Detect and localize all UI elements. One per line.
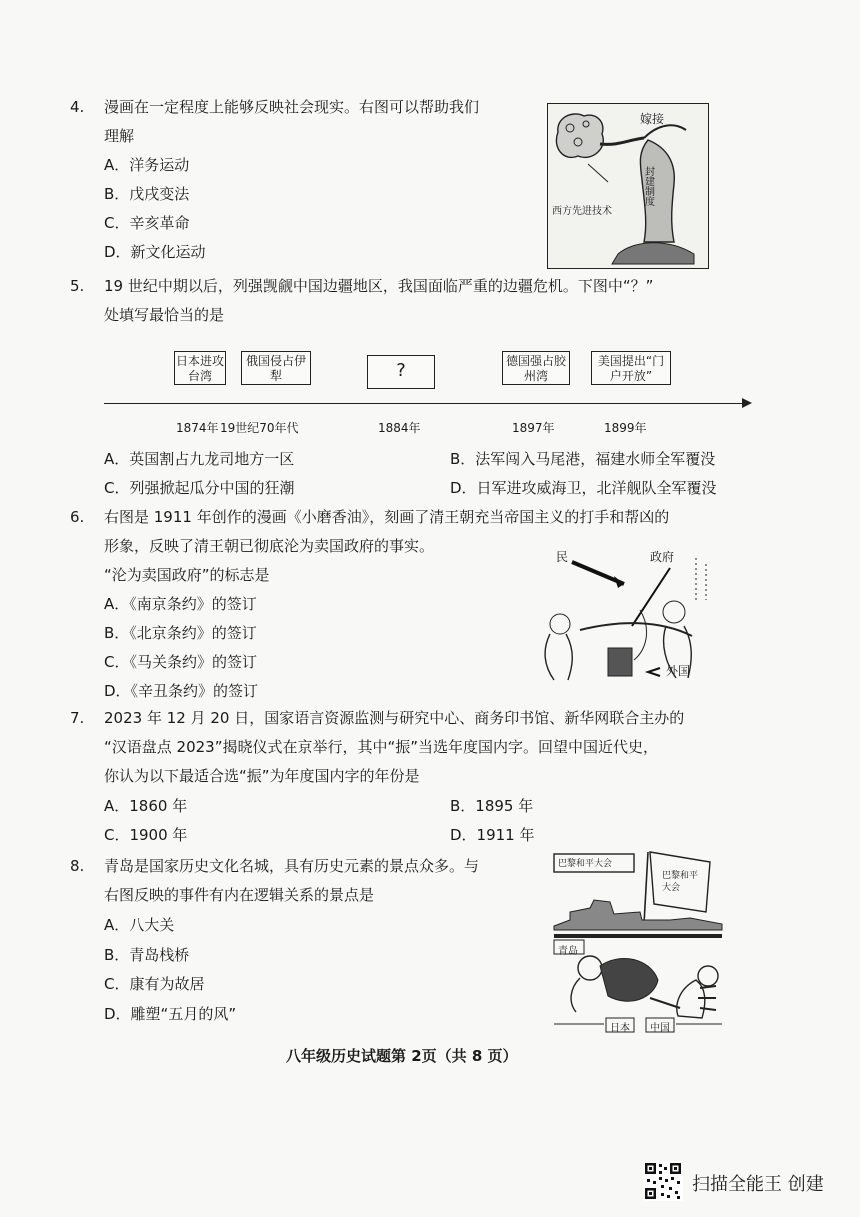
option-c: C．康有为故居: [104, 975, 205, 993]
question-stem: 19 世纪中期以后，列强觊觎中国边疆地区，我国面临严重的边疆危机。下图中“？”: [104, 277, 654, 295]
option-b: B．戊戌变法: [104, 185, 190, 203]
japan-label: 日本: [610, 1023, 630, 1034]
option-b: B．1895 年: [450, 797, 534, 815]
government-label: 政府: [650, 550, 675, 564]
timeline-date-4: 1897年: [512, 421, 555, 435]
page-footer: 八年级历史试题第 2页（共 8 页）: [286, 1047, 518, 1065]
question-number: 4.: [70, 98, 85, 116]
china-label: 中国: [650, 1023, 670, 1034]
option-d: D．日军进攻威海卫，北洋舰队全军覆没: [450, 479, 717, 497]
timeline-box-1: 日本进攻台湾: [174, 351, 226, 385]
question-stem: 青岛是国家历史文化名城，具有历史元素的景点众多。与: [104, 857, 480, 875]
trunk-label: 封建制度: [642, 166, 654, 206]
timeline-box-4: 德国强占胶州湾: [502, 351, 570, 385]
question-number: 7.: [70, 709, 85, 727]
timeline-box-2: 俄国侵占伊犁: [241, 351, 311, 385]
graft-label: 嫁接: [640, 112, 665, 126]
question-stem: 右图是 1911 年创作的漫画《小磨香油》，刻画了清王朝充当帝国主义的打手和帮凶的: [104, 508, 670, 526]
option-a: A．英国割占九龙司地方一区: [104, 450, 295, 468]
option-c: C．1900 年: [104, 826, 188, 844]
cartoon-sesame-oil-image: [520, 540, 716, 690]
option-a: A．《南京条约》的签订: [104, 595, 257, 613]
paris-peace-drawing: [550, 848, 726, 1034]
option-a: A．洋务运动: [104, 156, 190, 174]
timeline-axis: [104, 403, 744, 404]
question-stem: 漫画在一定程度上能够反映社会现实。右图可以帮助我们: [104, 98, 480, 116]
option-c: C．辛亥革命: [104, 214, 190, 232]
timeline-box-unknown: ?: [367, 355, 435, 389]
timeline-date-2: 19世纪70年代: [220, 421, 299, 435]
question-number: 8.: [70, 857, 85, 875]
question-stem: 右图反映的事件有内在逻辑关系的景点是: [104, 886, 375, 904]
timeline: [104, 345, 754, 445]
question-stem: 处填写最恰当的是: [104, 306, 225, 324]
qr-code-icon: [643, 1161, 683, 1201]
question-stem: 形象，反映了清王朝已彻底沦为卖国政府的事实。: [104, 537, 435, 555]
option-b: B．法军闯入马尾港，福建水师全军覆没: [450, 450, 716, 468]
timeline-date-5: 1899年: [604, 421, 647, 435]
question-stem: 2023 年 12 月 20 日，国家语言资源监测与研究中心、商务印书馆、新华网联合主办的: [104, 709, 685, 727]
timeline-date-1: 1874年: [176, 421, 219, 435]
option-a: A．八大关: [104, 916, 175, 934]
option-b: B．青岛栈桥: [104, 946, 190, 964]
people-label: 民: [556, 550, 569, 564]
peace-conference-flag-label: 巴黎和平大会: [662, 871, 699, 893]
cartoon-grafting-image: [547, 103, 709, 269]
question-stem: “沦为卖国政府”的标志是: [104, 566, 270, 584]
option-c: C．《马关条约》的签订: [104, 653, 257, 671]
scanner-watermark: 扫描全能王 创建: [692, 1174, 824, 1195]
option-b: B．《北京条约》的签订: [104, 624, 257, 642]
grafting-tree-drawing: [548, 104, 708, 268]
cartoon-paris-peace-image: [550, 848, 726, 1034]
western-tech-label: 西方先进技术: [552, 202, 612, 217]
option-d: D．雕塑“五月的风”: [104, 1005, 237, 1023]
question-stem: “汉语盘点 2023”揭晓仪式在京举行，其中“振”当选年度国内字。回望中国近代史，: [104, 738, 659, 756]
question-stem: 理解: [104, 127, 135, 145]
question-stem: 你认为以下最适合选“振”为年度国内字的年份是: [104, 767, 420, 785]
option-d: D．新文化运动: [104, 243, 206, 261]
foreign-label: 外国: [666, 664, 691, 678]
option-c: C．列强掀起瓜分中国的狂潮: [104, 479, 295, 497]
timeline-arrow-icon: [742, 398, 752, 408]
qingdao-label: 青岛: [558, 946, 578, 957]
option-d: D．《辛丑条约》的签订: [104, 682, 259, 700]
question-number: 6.: [70, 508, 85, 526]
timeline-box-5: 美国提出“门户开放”: [591, 351, 671, 385]
peace-conference-banner-label: 巴黎和平大会: [558, 859, 613, 869]
question-number: 5.: [70, 277, 85, 295]
option-a: A．1860 年: [104, 797, 188, 815]
timeline-date-3: 1884年: [378, 421, 421, 435]
option-d: D．1911 年: [450, 826, 535, 844]
